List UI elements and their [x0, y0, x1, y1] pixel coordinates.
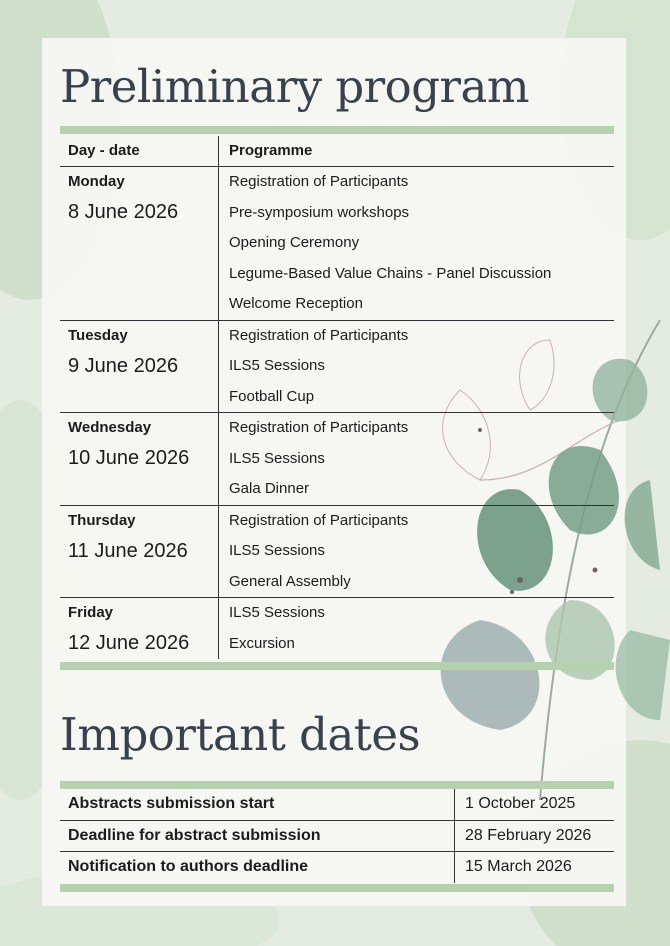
programme-item: ILS5 Sessions — [229, 449, 325, 467]
programme-item: Pre-symposium workshops — [229, 203, 410, 221]
programme-item: Legume-Based Value Chains - Panel Discussion — [229, 264, 552, 282]
programme-item: Opening Ceremony — [229, 234, 360, 251]
programme-item: General Assembly — [229, 572, 351, 590]
divider-rule — [60, 662, 614, 670]
day-date: 12 June 2026 — [68, 632, 190, 654]
program-title: Preliminary program — [60, 60, 530, 113]
day-date: 8 June 2026 — [68, 201, 179, 223]
day-cell — [60, 167, 219, 320]
divider-rule — [60, 126, 614, 134]
programme-item: Registration of Participants — [229, 326, 409, 344]
programme-item: ILS5 Sessions — [229, 604, 325, 621]
date-row — [60, 852, 614, 883]
header-day: Day - date — [60, 136, 219, 166]
day-date: 9 June 2026 — [68, 354, 179, 377]
date-value: 1 October 2025 — [465, 795, 576, 812]
date-value: 28 February 2026 — [465, 826, 592, 844]
program-table — [60, 136, 614, 659]
day-row-tuesday — [60, 321, 614, 414]
date-row — [60, 789, 614, 821]
day-cell — [60, 413, 219, 505]
date-label: Abstracts submission start — [60, 789, 455, 820]
programme-item: Gala Dinner — [229, 480, 310, 497]
day-name: Wednesday — [68, 419, 152, 436]
day-cell — [60, 598, 219, 659]
date-label: Deadline for abstract submission — [60, 821, 455, 852]
day-row-thursday — [60, 506, 614, 599]
day-date: 10 June 2026 — [68, 447, 190, 469]
date-label: Notification to authors deadline — [60, 852, 455, 883]
programme-item: Football Cup — [229, 387, 315, 405]
day-row-monday — [60, 167, 614, 321]
programme-item: Registration of Participants — [229, 511, 409, 529]
divider-rule — [60, 884, 614, 892]
programme-cell — [219, 321, 614, 413]
programme-item: Registration of Participants — [229, 419, 409, 436]
day-row-friday — [60, 598, 614, 659]
day-cell — [60, 506, 219, 598]
header-programme: Programme — [229, 142, 313, 159]
dates-table — [60, 789, 614, 883]
date-value: 15 March 2026 — [465, 858, 572, 875]
programme-item: Registration of Participants — [229, 173, 409, 190]
divider-rule — [60, 781, 614, 789]
programme-cell — [219, 598, 614, 659]
programme-item: ILS5 Sessions — [229, 357, 325, 374]
day-row-wednesday — [60, 413, 614, 506]
day-name: Monday — [68, 173, 125, 190]
programme-cell — [219, 413, 614, 505]
day-name: Friday — [68, 604, 114, 621]
programme-cell — [219, 167, 614, 320]
date-row — [60, 821, 614, 853]
programme-item: Welcome Reception — [229, 295, 363, 312]
dates-title: Important dates — [60, 708, 421, 761]
programme-item: Excursion — [229, 634, 295, 652]
table-header — [60, 136, 614, 167]
programme-item: ILS5 Sessions — [229, 542, 325, 559]
day-name: Thursday — [68, 511, 136, 529]
day-date: 11 June 2026 — [68, 539, 188, 562]
day-name: Tuesday — [68, 326, 128, 344]
programme-cell — [219, 506, 614, 598]
day-cell — [60, 321, 219, 413]
